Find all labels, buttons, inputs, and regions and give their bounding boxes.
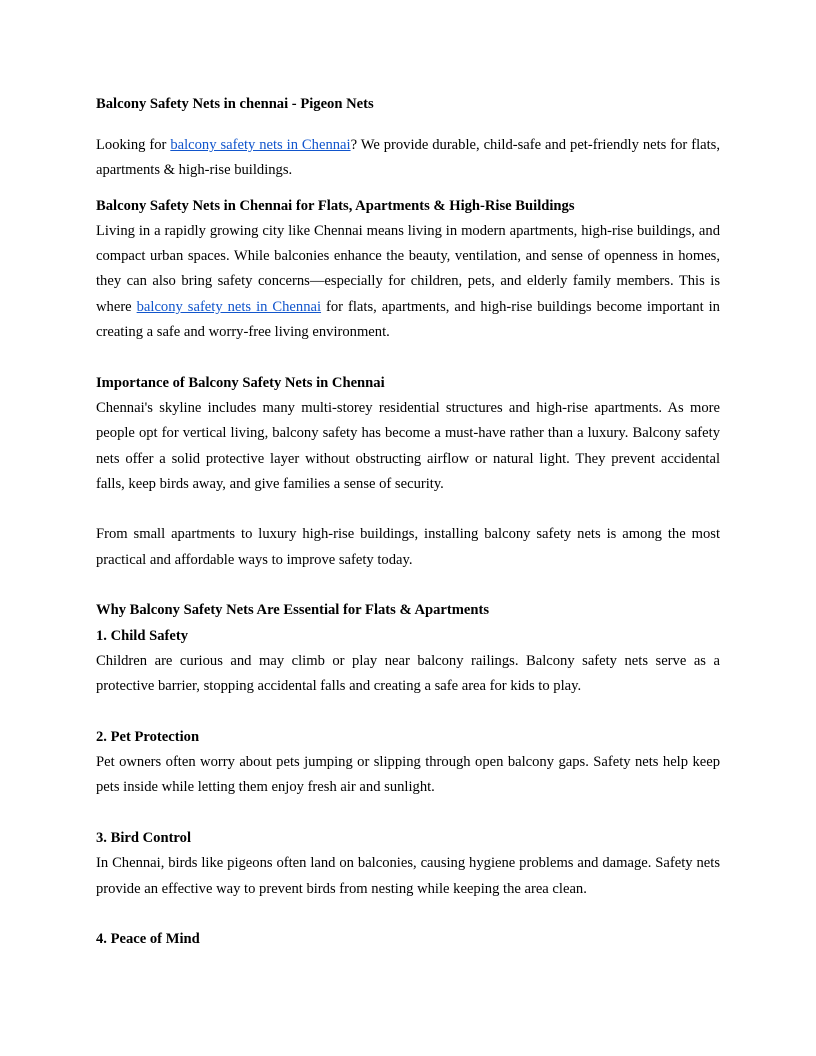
- intro-text-after-link: ? We provide durable, child-safe and pet-friendly nets for flats, apartments & high-rise buildings.: [96, 137, 720, 179]
- spacer: [96, 801, 720, 826]
- spacer: [96, 345, 720, 370]
- section1-link[interactable]: balcony safety nets in Chennai: [136, 298, 322, 315]
- section2-heading: Importance of Balcony Safety Nets in Chennai: [96, 374, 385, 391]
- section1-text-after-link: for flats, apartments, and high-rise buildings become important in creating a safe and worry-free living environment.: [96, 298, 720, 341]
- item-heading-bird-control: 3. Bird Control: [96, 830, 192, 847]
- intro-text-before-link: Looking for: [96, 137, 171, 153]
- item-heading-pet-protection: 2. Pet Protection: [96, 728, 200, 745]
- item-heading-peace-of-mind: 4. Peace of Mind: [96, 931, 200, 948]
- section3-heading: Why Balcony Safety Nets Are Essential for Flats & Apartments: [96, 602, 490, 619]
- document-page: [96, 91, 720, 953]
- section2-paragraph-2: From small apartments to luxury high-rise buildings, installing balcony safety nets is among the most practical and affordable ways to improve safety today.: [96, 526, 720, 568]
- section1-heading: Balcony Safety Nets in Chennai for Flats, Apartments & High-Rise Buildings: [96, 197, 575, 214]
- item-text-bird-control: In Chennai, birds like pigeons often land on balconies, causing hygiene problems and damage. Safety nets provide an effective way to prevent birds from nesting while keeping the area clean.: [96, 855, 720, 897]
- section2-paragraph-1: Chennai's skyline includes many multi-storey residential structures and high-rise apartments. As more people opt for vertical living, balcony safety has become a must-have rather than a luxury. Balcony safety nets offer a solid protective layer without obstructing airflow or natural light. They prevent accidental falls, keep birds away, and give families a sense of security.: [96, 399, 720, 492]
- spacer: [96, 184, 720, 194]
- spacer: [96, 573, 720, 598]
- item-heading-child-safety: 1. Child Safety: [96, 627, 189, 644]
- intro-paragraph: [96, 133, 720, 184]
- section1-paragraph: [96, 219, 720, 345]
- item-text-child-safety: Children are curious and may climb or play near balcony railings. Balcony safety nets serve as a protective barrier, stopping accidental falls and creating a safe area for kids to play.: [96, 652, 720, 695]
- intro-link[interactable]: balcony safety nets in Chennai: [170, 137, 351, 153]
- spacer: [96, 497, 720, 522]
- document-title: Balcony Safety Nets in chennai - Pigeon Nets: [96, 96, 374, 112]
- section1-text-before-link: Living in a rapidly growing city like Chennai means living in modern apartments, high-rise buildings, and compact urban spaces. While balconies enhance the beauty, ventilation, and sense of openness in homes, they can also bring safety concerns—especially for children, pets, and elderly family members. This is where: [96, 222, 720, 315]
- item-text-pet-protection: Pet owners often worry about pets jumping or slipping through open balcony gaps. Safety nets help keep pets inside while letting them enjoy fresh air and sunlight.: [96, 754, 720, 796]
- spacer: [96, 902, 720, 927]
- spacer: [96, 700, 720, 725]
